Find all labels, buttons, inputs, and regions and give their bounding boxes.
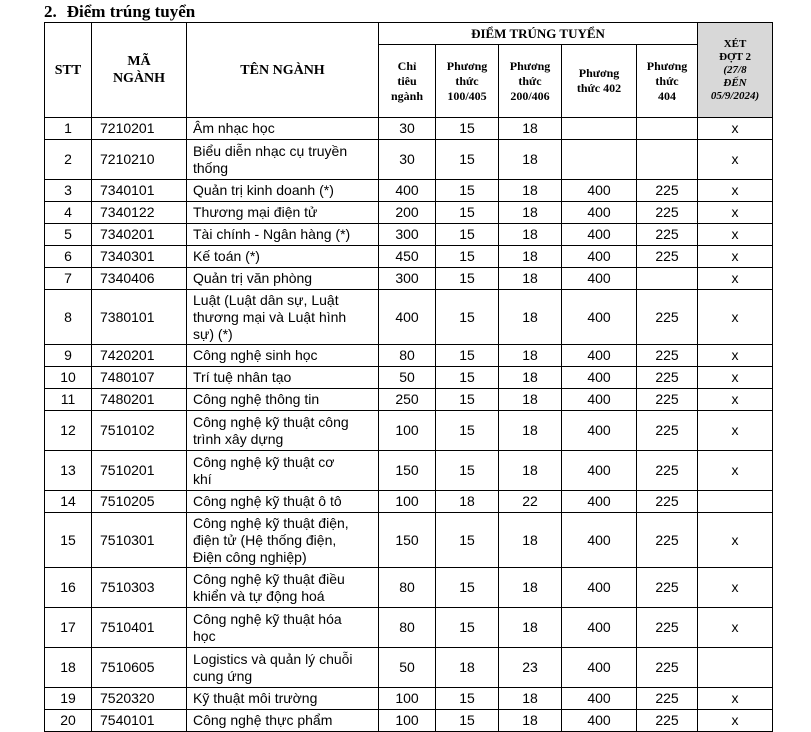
cell-phuong-thuc-402: 400 [562, 491, 637, 513]
table-row [45, 608, 773, 648]
cell-ma-nganh: 7510303 [92, 568, 187, 608]
header-chi-tieu: Chỉ tiêu ngành [379, 45, 436, 118]
cell-stt: 16 [45, 568, 92, 608]
cell-phuong-thuc-200: 18 [499, 688, 562, 710]
cell-ten-nganh: Công nghệ kỹ thuật hóa học [187, 608, 379, 648]
cell-phuong-thuc-100: 15 [436, 290, 499, 345]
cell-ten-nganh: Quản trị văn phòng [187, 268, 379, 290]
cell-phuong-thuc-200: 18 [499, 513, 562, 568]
header-phuong-thuc-402: Phương thức 402 [562, 45, 637, 118]
cell-ma-nganh: 7210201 [92, 118, 187, 140]
cell-stt: 20 [45, 710, 92, 732]
cell-stt: 15 [45, 513, 92, 568]
cell-ten-nganh: Luật (Luật dân sự, Luật thương mại và Luật hình sự) (*) [187, 290, 379, 345]
cell-ma-nganh: 7380101 [92, 290, 187, 345]
cell-ten-nganh: Tài chính - Ngân hàng (*) [187, 224, 379, 246]
cell-phuong-thuc-100: 15 [436, 202, 499, 224]
cell-phuong-thuc-200: 18 [499, 140, 562, 180]
cell-phuong-thuc-100: 18 [436, 491, 499, 513]
cell-phuong-thuc-200: 18 [499, 345, 562, 367]
cell-phuong-thuc-402: 400 [562, 608, 637, 648]
table-row [45, 367, 773, 389]
table-row [45, 688, 773, 710]
cell-phuong-thuc-404: 225 [637, 608, 698, 648]
cell-phuong-thuc-404: 225 [637, 202, 698, 224]
cell-xet-dot-2: x [698, 710, 773, 732]
cell-xet-dot-2: x [698, 688, 773, 710]
cell-stt: 11 [45, 389, 92, 411]
cell-stt: 3 [45, 180, 92, 202]
admission-scores-table [44, 22, 773, 732]
cell-ten-nganh: Biểu diễn nhạc cụ truyền thống [187, 140, 379, 180]
cell-phuong-thuc-100: 15 [436, 411, 499, 451]
cell-chi-tieu: 30 [379, 118, 436, 140]
cell-chi-tieu: 80 [379, 345, 436, 367]
cell-ma-nganh: 7510102 [92, 411, 187, 451]
cell-phuong-thuc-404 [637, 140, 698, 180]
cell-ten-nganh: Logistics và quản lý chuỗi cung ứng [187, 648, 379, 688]
cell-phuong-thuc-100: 15 [436, 224, 499, 246]
cell-chi-tieu: 80 [379, 608, 436, 648]
cell-phuong-thuc-100: 15 [436, 180, 499, 202]
cell-xet-dot-2: x [698, 345, 773, 367]
cell-ten-nganh: Công nghệ kỹ thuật cơ khí [187, 451, 379, 491]
cell-ma-nganh: 7510205 [92, 491, 187, 513]
header-ten-nganh: TÊN NGÀNH [187, 23, 379, 118]
table-body [45, 118, 773, 732]
cell-chi-tieu: 30 [379, 140, 436, 180]
cell-phuong-thuc-200: 22 [499, 491, 562, 513]
cell-stt: 19 [45, 688, 92, 710]
section-title: Điểm trúng tuyển [66, 2, 196, 21]
cell-phuong-thuc-404: 225 [637, 224, 698, 246]
cell-xet-dot-2: x [698, 290, 773, 345]
table-row [45, 246, 773, 268]
cell-ma-nganh: 7210210 [92, 140, 187, 180]
header-phuong-thuc-404: Phương thức 404 [637, 45, 698, 118]
header-phuong-thuc-200: Phương thức 200/406 [499, 45, 562, 118]
cell-ma-nganh: 7510401 [92, 608, 187, 648]
cell-phuong-thuc-200: 18 [499, 451, 562, 491]
table-row [45, 710, 773, 732]
cell-ten-nganh: Công nghệ sinh học [187, 345, 379, 367]
cell-xet-dot-2: x [698, 367, 773, 389]
header-xet-dot-2: XÉT ĐỢT 2 (27/8 ĐẾN 05/9/2024) [698, 23, 773, 118]
table-row [45, 268, 773, 290]
cell-xet-dot-2: x [698, 513, 773, 568]
cell-phuong-thuc-200: 18 [499, 411, 562, 451]
table-row [45, 648, 773, 688]
cell-ten-nganh: Quản trị kinh doanh (*) [187, 180, 379, 202]
cell-xet-dot-2: x [698, 118, 773, 140]
table-row [45, 345, 773, 367]
table-row [45, 568, 773, 608]
cell-chi-tieu: 300 [379, 268, 436, 290]
cell-phuong-thuc-402 [562, 140, 637, 180]
cell-ma-nganh: 7520320 [92, 688, 187, 710]
cell-ten-nganh: Công nghệ kỹ thuật điều khiển và tự động hoá [187, 568, 379, 608]
cell-phuong-thuc-402: 400 [562, 411, 637, 451]
cell-phuong-thuc-200: 18 [499, 389, 562, 411]
cell-xet-dot-2: x [698, 268, 773, 290]
cell-phuong-thuc-402: 400 [562, 513, 637, 568]
cell-phuong-thuc-200: 18 [499, 224, 562, 246]
cell-phuong-thuc-404: 225 [637, 710, 698, 732]
header-stt: STT [45, 23, 92, 118]
cell-ten-nganh: Kế toán (*) [187, 246, 379, 268]
cell-phuong-thuc-200: 18 [499, 367, 562, 389]
cell-phuong-thuc-200: 18 [499, 608, 562, 648]
table-row [45, 290, 773, 345]
cell-ten-nganh: Kỹ thuật môi trường [187, 688, 379, 710]
cell-xet-dot-2: x [698, 389, 773, 411]
cell-phuong-thuc-402: 400 [562, 202, 637, 224]
cell-phuong-thuc-404: 225 [637, 568, 698, 608]
cell-phuong-thuc-100: 15 [436, 608, 499, 648]
cell-phuong-thuc-200: 18 [499, 710, 562, 732]
cell-xet-dot-2: x [698, 451, 773, 491]
cell-phuong-thuc-100: 15 [436, 568, 499, 608]
cell-phuong-thuc-402: 400 [562, 688, 637, 710]
table-row [45, 389, 773, 411]
table-row [45, 180, 773, 202]
cell-xet-dot-2: x [698, 180, 773, 202]
cell-phuong-thuc-402: 400 [562, 389, 637, 411]
cell-stt: 2 [45, 140, 92, 180]
cell-chi-tieu: 150 [379, 451, 436, 491]
cell-ma-nganh: 7510605 [92, 648, 187, 688]
cell-ten-nganh: Trí tuệ nhân tạo [187, 367, 379, 389]
cell-phuong-thuc-100: 15 [436, 367, 499, 389]
cell-phuong-thuc-402: 400 [562, 367, 637, 389]
cell-stt: 1 [45, 118, 92, 140]
cell-phuong-thuc-100: 15 [436, 345, 499, 367]
cell-ma-nganh: 7480107 [92, 367, 187, 389]
cell-ma-nganh: 7340406 [92, 268, 187, 290]
cell-ten-nganh: Công nghệ kỹ thuật công trình xây dựng [187, 411, 379, 451]
section-heading [44, 2, 195, 22]
cell-ma-nganh: 7420201 [92, 345, 187, 367]
cell-phuong-thuc-402: 400 [562, 568, 637, 608]
cell-ma-nganh: 7340122 [92, 202, 187, 224]
cell-ma-nganh: 7340301 [92, 246, 187, 268]
cell-phuong-thuc-404: 225 [637, 688, 698, 710]
cell-stt: 7 [45, 268, 92, 290]
cell-xet-dot-2: x [698, 140, 773, 180]
cell-phuong-thuc-200: 18 [499, 290, 562, 345]
header-diem-trung-tuyen: ĐIỂM TRÚNG TUYỂN [379, 23, 698, 45]
cell-phuong-thuc-200: 18 [499, 268, 562, 290]
table-row [45, 451, 773, 491]
cell-phuong-thuc-404: 225 [637, 648, 698, 688]
table-row [45, 491, 773, 513]
cell-phuong-thuc-402: 400 [562, 648, 637, 688]
cell-xet-dot-2: x [698, 568, 773, 608]
cell-phuong-thuc-200: 23 [499, 648, 562, 688]
header-ma-nganh: MÃ NGÀNH [92, 23, 187, 118]
cell-stt: 8 [45, 290, 92, 345]
cell-ma-nganh: 7480201 [92, 389, 187, 411]
cell-phuong-thuc-404: 225 [637, 345, 698, 367]
cell-stt: 5 [45, 224, 92, 246]
cell-phuong-thuc-100: 15 [436, 140, 499, 180]
cell-ten-nganh: Công nghệ kỹ thuật điện, điện tử (Hệ thống điện, Điện công nghiệp) [187, 513, 379, 568]
cell-phuong-thuc-200: 18 [499, 246, 562, 268]
cell-stt: 18 [45, 648, 92, 688]
cell-stt: 13 [45, 451, 92, 491]
cell-xet-dot-2: x [698, 411, 773, 451]
cell-stt: 9 [45, 345, 92, 367]
cell-ma-nganh: 7540101 [92, 710, 187, 732]
cell-xet-dot-2: x [698, 224, 773, 246]
cell-phuong-thuc-404: 225 [637, 290, 698, 345]
cell-phuong-thuc-100: 15 [436, 118, 499, 140]
cell-ma-nganh: 7510201 [92, 451, 187, 491]
cell-phuong-thuc-100: 15 [436, 451, 499, 491]
cell-phuong-thuc-100: 15 [436, 246, 499, 268]
cell-phuong-thuc-404: 225 [637, 389, 698, 411]
cell-phuong-thuc-402: 400 [562, 345, 637, 367]
cell-phuong-thuc-100: 15 [436, 513, 499, 568]
cell-stt: 6 [45, 246, 92, 268]
cell-xet-dot-2: x [698, 246, 773, 268]
cell-xet-dot-2 [698, 491, 773, 513]
cell-chi-tieu: 450 [379, 246, 436, 268]
header-phuong-thuc-100: Phương thức 100/405 [436, 45, 499, 118]
cell-ma-nganh: 7340201 [92, 224, 187, 246]
cell-chi-tieu: 250 [379, 389, 436, 411]
cell-ten-nganh: Công nghệ thông tin [187, 389, 379, 411]
cell-phuong-thuc-402: 400 [562, 246, 637, 268]
cell-stt: 12 [45, 411, 92, 451]
cell-ma-nganh: 7340101 [92, 180, 187, 202]
cell-phuong-thuc-100: 18 [436, 648, 499, 688]
cell-phuong-thuc-402: 400 [562, 268, 637, 290]
cell-phuong-thuc-404: 225 [637, 491, 698, 513]
cell-phuong-thuc-200: 18 [499, 180, 562, 202]
cell-xet-dot-2: x [698, 202, 773, 224]
cell-phuong-thuc-404 [637, 118, 698, 140]
cell-phuong-thuc-402: 400 [562, 290, 637, 345]
cell-ma-nganh: 7510301 [92, 513, 187, 568]
cell-chi-tieu: 50 [379, 648, 436, 688]
cell-xet-dot-2 [698, 648, 773, 688]
section-number: 2. [44, 2, 57, 21]
cell-phuong-thuc-404: 225 [637, 411, 698, 451]
cell-phuong-thuc-404: 225 [637, 180, 698, 202]
cell-phuong-thuc-200: 18 [499, 202, 562, 224]
cell-chi-tieu: 100 [379, 491, 436, 513]
cell-stt: 4 [45, 202, 92, 224]
cell-ten-nganh: Âm nhạc học [187, 118, 379, 140]
table-row [45, 140, 773, 180]
cell-phuong-thuc-402 [562, 118, 637, 140]
cell-stt: 14 [45, 491, 92, 513]
cell-phuong-thuc-404 [637, 268, 698, 290]
cell-chi-tieu: 400 [379, 180, 436, 202]
cell-stt: 17 [45, 608, 92, 648]
cell-chi-tieu: 100 [379, 688, 436, 710]
cell-chi-tieu: 300 [379, 224, 436, 246]
cell-chi-tieu: 80 [379, 568, 436, 608]
cell-chi-tieu: 200 [379, 202, 436, 224]
cell-phuong-thuc-200: 18 [499, 118, 562, 140]
cell-phuong-thuc-100: 15 [436, 389, 499, 411]
cell-phuong-thuc-404: 225 [637, 246, 698, 268]
cell-phuong-thuc-100: 15 [436, 688, 499, 710]
table-row [45, 411, 773, 451]
cell-phuong-thuc-404: 225 [637, 451, 698, 491]
cell-chi-tieu: 100 [379, 710, 436, 732]
cell-phuong-thuc-200: 18 [499, 568, 562, 608]
cell-phuong-thuc-402: 400 [562, 710, 637, 732]
cell-chi-tieu: 150 [379, 513, 436, 568]
table-row [45, 118, 773, 140]
cell-phuong-thuc-404: 225 [637, 367, 698, 389]
cell-ten-nganh: Công nghệ kỹ thuật ô tô [187, 491, 379, 513]
cell-xet-dot-2: x [698, 608, 773, 648]
cell-chi-tieu: 400 [379, 290, 436, 345]
cell-chi-tieu: 50 [379, 367, 436, 389]
cell-phuong-thuc-402: 400 [562, 451, 637, 491]
table-row [45, 513, 773, 568]
table-row [45, 202, 773, 224]
table-row [45, 224, 773, 246]
cell-chi-tieu: 100 [379, 411, 436, 451]
cell-ten-nganh: Thương mại điện tử [187, 202, 379, 224]
cell-phuong-thuc-402: 400 [562, 180, 637, 202]
cell-phuong-thuc-402: 400 [562, 224, 637, 246]
cell-phuong-thuc-100: 15 [436, 710, 499, 732]
cell-ten-nganh: Công nghệ thực phẩm [187, 710, 379, 732]
cell-phuong-thuc-100: 15 [436, 268, 499, 290]
cell-stt: 10 [45, 367, 92, 389]
cell-phuong-thuc-404: 225 [637, 513, 698, 568]
